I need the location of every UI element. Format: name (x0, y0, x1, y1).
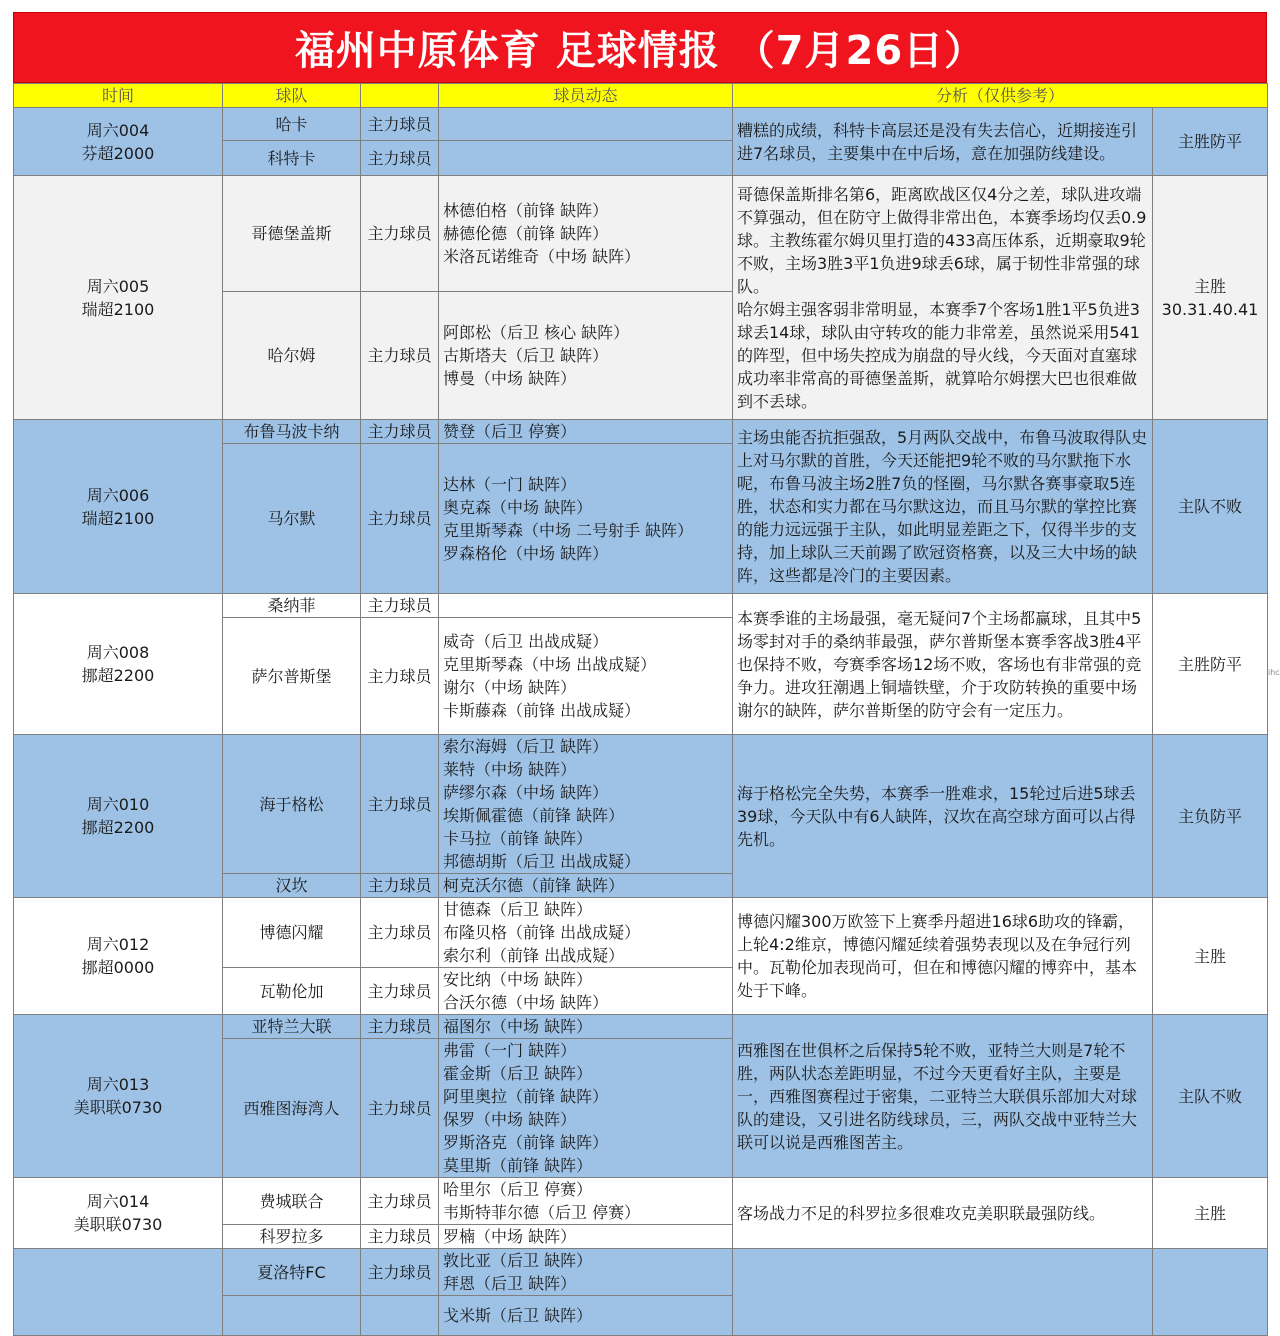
player-news-item: 敦比亚（后卫 缺阵） (443, 1251, 593, 1270)
player-news-item: 韦斯特菲尔德（后卫 停赛） (443, 1203, 641, 1222)
player-news-item: 弗雷（一门 缺阵） (443, 1041, 577, 1060)
player-news-item: 埃斯佩霍德（前锋 缺阵） (443, 806, 625, 825)
analysis-paragraph: 哈尔姆主强客弱非常明显，本赛季7个客场1胜1平5负进3球丢14球，球队由守转攻的能力非常差，虽然说采用541的阵型，但中场失控成为崩盘的导火线，今天面对直塞球成功率非常高的哥德堡盖斯，就算哈尔姆摆大巴也很难做到不丢球。 (737, 299, 1140, 411)
player-news-cell (439, 1249, 733, 1296)
pick-label: 主胜 (1194, 276, 1227, 296)
player-news-cell (439, 1015, 733, 1039)
match-time-cell (14, 898, 223, 1015)
player-news-item: 奥克森（中场 缺阵） (443, 497, 593, 517)
match-code: 周六005 (86, 276, 150, 296)
team-name: 夏洛特FC (223, 1249, 361, 1296)
analysis-cell (733, 1015, 1153, 1178)
analysis-paragraph: 哥德保盖斯排名第6，距离欧战区仅4分之差，球队进攻端不算强动，但在防守上做得非常出色，本赛季场均仅丢0.9球。主教练霍尔姆贝里打造的433高压体系，近期豪取9轮不败，主场3胜3平1负进9球丢6球，属于韧性非常强的球队。 (737, 184, 1147, 296)
player-news-item: 赞登（后卫 停赛） (443, 422, 577, 441)
report-sheet (13, 12, 1267, 1336)
match-row (14, 898, 1268, 968)
player-news-item: 拜恩（后卫 缺阵） (443, 1274, 577, 1293)
team-name: 哈卡 (223, 108, 361, 141)
player-news-cell (439, 141, 733, 176)
pick-label: 主胜防平 (1178, 132, 1243, 151)
player-news-item: 莫里斯（前锋 缺阵） (443, 1156, 593, 1175)
pick-scores: 30.31.40.41 (1161, 299, 1259, 319)
player-news-item: 达林（一门 缺阵） (443, 474, 577, 494)
match-league-time: 挪超2200 (81, 818, 155, 837)
team-name: 海于格松 (223, 735, 361, 874)
team-name: 科罗拉多 (223, 1225, 361, 1249)
match-league-time: 瑞超2100 (81, 299, 155, 319)
match-code: 周六014 (86, 1192, 150, 1211)
player-news-cell (439, 176, 733, 292)
pick-label: 主队不败 (1178, 1086, 1243, 1106)
match-league-time: 美职联0730 (73, 1215, 163, 1234)
analysis-paragraph: 主场虫能否抗拒强敌，5月两队交战中，布鲁马波取得队史上对马尔默的首胜，今天还能把9轮不败的马尔默拖下水呢，布鲁马波主场2胜7负的怪圈，马尔默各赛事豪取5连胜，状态和实力都在马尔默这边，而且马尔默的掌控比赛的能力远远强于主队，如此明显差距之下，仅得半步的支持，加上球队三天前踢了欧冠资格赛，以及三大中场的缺阵，这些都是冷门的主要因素。 (737, 428, 1148, 585)
player-news-item: 卡马拉（前锋 缺阵） (443, 829, 593, 848)
player-news-item: 博曼（中场 缺阵） (443, 369, 577, 388)
player-news-cell (439, 968, 733, 1015)
match-row (14, 176, 1268, 292)
pick-cell (1153, 898, 1268, 1015)
match-row (14, 420, 1268, 444)
match-time-cell (14, 1178, 223, 1249)
analysis-cell (733, 735, 1153, 898)
team-name (223, 1296, 361, 1336)
match-time-cell (14, 176, 223, 420)
player-news-item: 甘德森（后卫 缺阵） (443, 900, 593, 919)
player-news-item: 罗森格伦（中场 缺阵） (443, 543, 609, 563)
player-news-cell (439, 735, 733, 874)
player-news-item: 布隆贝格（前锋 出战成疑） (443, 923, 641, 942)
analysis-paragraph: 客场战力不足的科罗拉多很难攻克美职联最强防线。 (737, 1203, 1106, 1223)
match-row (14, 594, 1268, 618)
match-code: 周六010 (86, 795, 150, 814)
match-time-cell (14, 420, 223, 594)
team-role: 主力球员 (361, 1225, 439, 1249)
player-news-item: 卡斯藤森（前锋 出战成疑） (443, 701, 641, 720)
team-name: 萨尔普斯堡 (223, 618, 361, 735)
report-title: 福州中原体育 足球情报 （7月26日） (13, 12, 1267, 83)
player-news-item: 克里斯琴森（中场 二号射手 缺阵） (443, 520, 694, 540)
analysis-cell (733, 594, 1153, 735)
match-time-cell (14, 735, 223, 898)
player-news-item: 索尔利（前锋 出战成疑） (443, 946, 625, 965)
match-code: 周六013 (86, 1075, 150, 1094)
player-news-cell (439, 420, 733, 444)
player-news-item: 阿里奥拉（前锋 缺阵） (443, 1087, 609, 1106)
player-news-item: 威奇（后卫 出战成疑） (443, 632, 609, 651)
match-row (14, 108, 1268, 141)
player-news-cell (439, 1225, 733, 1249)
player-news-item: 福图尔（中场 缺阵） (443, 1017, 593, 1036)
match-league-time: 挪超0000 (81, 958, 155, 977)
analysis-cell (733, 1178, 1153, 1249)
pick-cell (1153, 1249, 1268, 1336)
player-news-item: 赫德伦德（前锋 缺阵） (443, 224, 609, 243)
match-table (13, 83, 1268, 1336)
header-row (14, 84, 1268, 108)
team-role: 主力球员 (361, 292, 439, 420)
side-mark: ihc (1268, 668, 1280, 677)
match-league-time: 挪超2200 (81, 666, 155, 685)
match-league-time: 瑞超2100 (81, 508, 155, 528)
player-news-item: 谢尔（中场 缺阵） (443, 678, 577, 697)
team-name: 科特卡 (223, 141, 361, 176)
team-name: 哈尔姆 (223, 292, 361, 420)
player-news-cell (439, 108, 733, 141)
team-name: 哥德堡盖斯 (223, 176, 361, 292)
player-news-cell (439, 292, 733, 420)
match-row (14, 735, 1268, 874)
team-role: 主力球员 (361, 735, 439, 874)
match-time-cell (14, 108, 223, 176)
team-role: 主力球员 (361, 594, 439, 618)
team-name: 亚特兰大联 (223, 1015, 361, 1039)
team-role: 主力球员 (361, 176, 439, 292)
team-name: 瓦勒伦加 (223, 968, 361, 1015)
player-news-cell (439, 618, 733, 735)
pick-cell (1153, 735, 1268, 898)
player-news-item: 哈里尔（后卫 停赛） (443, 1180, 593, 1199)
team-name: 桑纳菲 (223, 594, 361, 618)
player-news-cell (439, 1039, 733, 1178)
pick-label: 主负防平 (1178, 806, 1243, 826)
match-time-cell (14, 1249, 223, 1336)
player-news-item: 保罗（中场 缺阵） (443, 1110, 577, 1129)
match-code: 周六012 (86, 935, 150, 954)
pick-cell (1153, 594, 1268, 735)
team-role: 主力球员 (361, 874, 439, 898)
player-news-item: 林德伯格（前锋 缺阵） (443, 201, 609, 220)
pick-cell (1153, 1015, 1268, 1178)
player-news-item: 邦德胡斯（后卫 出战成疑） (443, 852, 641, 871)
player-news-cell (439, 594, 733, 618)
pick-label: 主胜 (1194, 1203, 1227, 1223)
player-news-cell (439, 1296, 733, 1336)
team-name: 汉坎 (223, 874, 361, 898)
header-time: 时间 (14, 84, 223, 108)
team-role: 主力球员 (361, 444, 439, 594)
header-team: 球队 (223, 84, 361, 108)
team-name: 费城联合 (223, 1178, 361, 1225)
match-code: 周六006 (86, 485, 150, 505)
player-news-item: 古斯塔夫（后卫 缺阵） (443, 346, 609, 365)
player-news-cell (439, 874, 733, 898)
player-news-item: 安比纳（中场 缺阵） (443, 970, 593, 989)
team-role: 主力球员 (361, 420, 439, 444)
pick-cell (1153, 1178, 1268, 1249)
analysis-cell (733, 898, 1153, 1015)
header-players: 球员动态 (439, 84, 733, 108)
match-code: 周六004 (86, 120, 150, 140)
player-news-item: 柯克沃尔德（前锋 缺阵） (443, 876, 625, 895)
player-news-item: 合沃尔德（中场 缺阵） (443, 993, 609, 1012)
match-row (14, 1249, 1268, 1296)
analysis-cell (733, 1249, 1153, 1336)
match-league-time: 美职联0730 (73, 1098, 163, 1117)
player-news-item: 米洛瓦诺维奇（中场 缺阵） (443, 247, 641, 266)
team-role: 主力球员 (361, 108, 439, 141)
analysis-cell (733, 108, 1153, 176)
match-time-cell (14, 1015, 223, 1178)
match-row (14, 1015, 1268, 1039)
player-news-item: 萨缪尔森（中场 缺阵） (443, 783, 609, 802)
analysis-paragraph: 本赛季谁的主场最强，毫无疑问7个主场都赢球，且其中5场零封对手的桑纳菲最强，萨尔普斯堡本赛季客战3胜4平也保持不败，夸赛季客场12场不败，客场也有非常强的竞争力。进攻狂潮遇上铜墙铁壁，介于攻防转换的重要中场谢尔的缺阵，萨尔普斯堡的防守会有一定压力。 (737, 608, 1142, 720)
match-code: 周六008 (86, 643, 150, 662)
player-news-item: 克里斯琴森（中场 出战成疑） (443, 655, 657, 674)
team-role: 主力球员 (361, 898, 439, 968)
team-role (361, 1296, 439, 1336)
header-analysis: 分析（仅供参考） (733, 84, 1268, 108)
analysis-paragraph: 博德闪耀300万欧签下上赛季丹超进16球6助攻的锋霸，上轮4:2维京，博德闪耀延续着强势表现以及在争冠行列中。瓦勒伦加表现尚可，但在和博德闪耀的博弈中，基本处于下峰。 (737, 912, 1138, 1000)
analysis-paragraph: 西雅图在世俱杯之后保持5轮不败，亚特兰大则是7轮不胜，两队状态差距明显，不过今天更看好主队，主要是一，西雅图赛程过于密集，二亚特兰大联俱乐部加大对球队的建设，又引进名防线球员，三，两队交战中亚特兰大联可以说是西雅图苦主。 (737, 1040, 1138, 1152)
team-role: 主力球员 (361, 968, 439, 1015)
player-news-item: 罗斯洛克（前锋 缺阵） (443, 1133, 609, 1152)
match-time-cell (14, 594, 223, 735)
pick-cell (1153, 420, 1268, 594)
player-news-cell (439, 898, 733, 968)
player-news-item: 索尔海姆（后卫 缺阵） (443, 737, 609, 756)
team-role: 主力球员 (361, 141, 439, 176)
player-news-item: 戈米斯（后卫 缺阵） (443, 1306, 593, 1325)
analysis-paragraph: 海于格松完全失势，本赛季一胜难求，15轮过后进5球丢39球，今天队中有6人缺阵，汉坎在高空球方面可以占得先机。 (737, 783, 1136, 849)
player-news-item: 莱特（中场 缺阵） (443, 760, 577, 779)
player-news-cell (439, 444, 733, 594)
team-name: 布鲁马波卡纳 (223, 420, 361, 444)
team-role: 主力球员 (361, 1015, 439, 1039)
team-name: 西雅图海湾人 (223, 1039, 361, 1178)
match-league-time: 芬超2000 (81, 143, 155, 163)
pick-label: 主胜 (1194, 946, 1227, 966)
match-row (14, 1178, 1268, 1225)
player-news-item: 阿郎松（后卫 核心 缺阵） (443, 323, 630, 342)
team-role: 主力球员 (361, 1178, 439, 1225)
analysis-paragraph: 糟糕的成绩，科特卡高层还是没有失去信心，近期接连引进7名球员，主要集中在中后场，意在加强防线建设。 (737, 120, 1138, 163)
team-role: 主力球员 (361, 1039, 439, 1178)
player-news-item: 罗楠（中场 缺阵） (443, 1227, 577, 1246)
analysis-cell (733, 420, 1153, 594)
player-news-cell (439, 1178, 733, 1225)
pick-cell (1153, 176, 1268, 420)
team-name: 马尔默 (223, 444, 361, 594)
team-name: 博德闪耀 (223, 898, 361, 968)
pick-cell (1153, 108, 1268, 176)
pick-label: 主队不败 (1178, 497, 1243, 516)
team-role: 主力球员 (361, 1249, 439, 1296)
player-news-item: 霍金斯（后卫 缺阵） (443, 1064, 593, 1083)
team-role: 主力球员 (361, 618, 439, 735)
pick-label: 主胜防平 (1178, 654, 1243, 674)
analysis-cell (733, 176, 1153, 420)
header-role (361, 84, 439, 108)
